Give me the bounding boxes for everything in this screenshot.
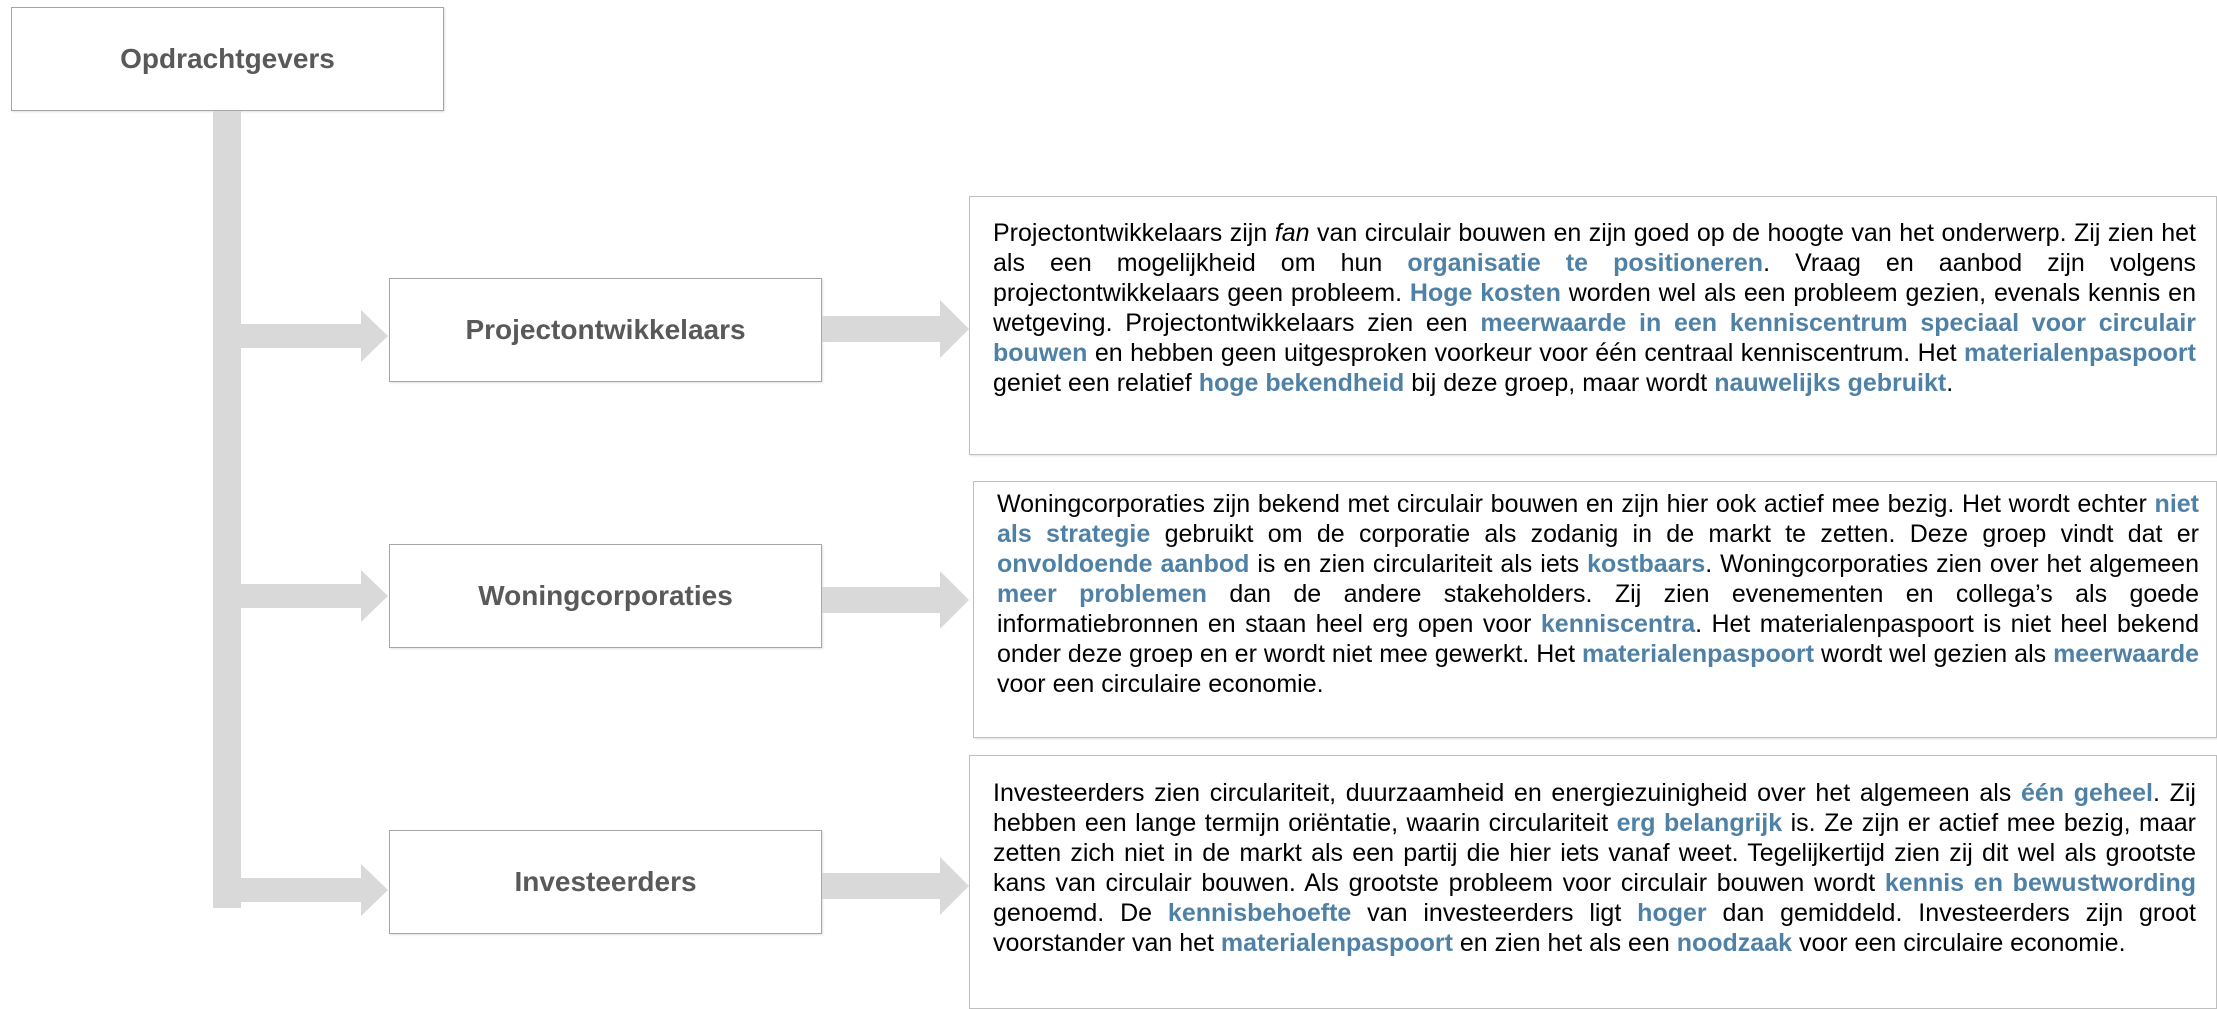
text-run: . Woningcorporaties zien over het algemeen <box>1705 550 2199 578</box>
group-node-projectontwikkelaars <box>389 278 822 382</box>
description-panel-projectontwikkelaars <box>969 196 2217 455</box>
text-run: Projectontwikkelaars zijn <box>993 219 1275 247</box>
description-text <box>993 778 2196 958</box>
text-run: voor een circulaire economie. <box>1792 929 2126 957</box>
text-run: . Het materialenpaspoort is niet heel bekend onder deze groep en er wordt niet mee gewerkt. Het <box>997 610 2200 668</box>
text-run: voor een circulaire economie. <box>997 670 1324 698</box>
highlighted-term: materialenpaspoort <box>1963 339 2196 367</box>
text-run: bij deze groep, maar wordt <box>1404 369 1715 397</box>
branch-arrow-projectontwikkelaars <box>241 310 389 362</box>
description-panel-woningcorporaties <box>973 481 2217 738</box>
text-run: genoemd. De <box>993 899 1168 927</box>
text-run: en zien het als een <box>1452 929 1677 957</box>
highlighted-term: kennisbehoefte <box>1167 899 1352 927</box>
text-run: Investeerders zien circulariteit, duurzaamheid en energiezuinigheid over het algemeen als <box>993 779 2021 807</box>
group-node-label: Woningcorporaties <box>478 580 733 611</box>
text-run: is en zien circulariteit als iets <box>1249 550 1588 578</box>
text-run: Woningcorporaties zijn bekend met circulair bouwen en zijn hier ook actief mee bezig. Het wordt echter <box>997 490 2155 518</box>
text-run: geniet een relatief <box>993 369 1199 397</box>
text-run: wordt wel gezien als <box>1814 640 2054 668</box>
detail-arrow-woningcorporaties <box>822 571 970 629</box>
text-run: worden wel als een probleem gezien, evenals kennis en wetgeving. Projectontwikkelaars zien een <box>993 279 2196 337</box>
highlighted-term: meerwaarde in een kenniscentrum speciaal voor circulair bouwen <box>993 309 2197 367</box>
text-run: dan gemiddeld. Investeerders zijn groot voorstander van het <box>993 899 2197 957</box>
text-run: is. Ze zijn er actief mee bezig, maar zetten zich niet in de markt als een partij die hier iets vanaf weet. Tegelijkertijd zien zij dit wel als grootste kans van circulair bouwen. Als grootste probleem voor circulair bouwen wordt <box>993 809 2196 897</box>
highlighted-term: materialenpaspoort <box>1582 640 1815 668</box>
group-node-label: Projectontwikkelaars <box>465 314 746 345</box>
text-run: dan de andere stakeholders. Zij zien evenementen en collega’s als goede informatiebronnen en staan heel erg open voor <box>997 580 2199 638</box>
emphasized-term: fan <box>1274 219 1310 247</box>
group-node-investeerders <box>389 830 822 934</box>
highlighted-term: meerwaarde <box>2053 640 2200 668</box>
highlighted-term: nauwelijks gebruikt <box>1714 369 1947 397</box>
text-run: . Zij hebben een lange termijn oriëntatie, waarin circulariteit <box>993 779 2196 837</box>
text-run: van circulair bouwen en zijn goed op de hoogte van het onderwerp. Zij zien het als een mogelijkheid om hun <box>993 219 2196 277</box>
group-node-label: Investeerders <box>514 866 697 897</box>
highlighted-term: meer problemen <box>997 580 1207 608</box>
highlighted-term: onvoldoende aanbod <box>997 550 1250 578</box>
group-node-woningcorporaties <box>389 544 822 648</box>
description-text <box>993 218 2196 398</box>
highlighted-term: kostbaars <box>1587 550 1706 578</box>
root-node-opdrachtgevers <box>11 7 444 111</box>
root-node-label: Opdrachtgevers <box>120 43 335 74</box>
description-text <box>997 489 2199 699</box>
highlighted-term: organisatie te positioneren <box>1407 249 1764 277</box>
text-run: . <box>1946 369 1954 397</box>
highlighted-term: niet als strategie <box>997 490 2199 548</box>
detail-arrow-investeerders <box>822 857 970 915</box>
highlighted-term: materialenpaspoort <box>1220 929 1453 957</box>
connector-trunk <box>213 111 241 908</box>
text-run: gebruikt om de corporatie als zodanig in de markt te zetten. Deze groep vindt dat er <box>1150 520 2199 548</box>
highlighted-term: Hoge kosten <box>1409 279 1561 307</box>
highlighted-term: erg belangrijk <box>1616 809 1783 837</box>
highlighted-term: hoger <box>1637 899 1707 927</box>
branch-arrow-investeerders <box>241 864 389 916</box>
highlighted-term: hoge bekendheid <box>1198 369 1405 397</box>
highlighted-term: kenniscentra <box>1540 610 1696 638</box>
text-run: en hebben geen uitgesproken voorkeur voor één centraal kenniscentrum. Het <box>1087 339 1964 367</box>
text-run: . Vraag en aanbod zijn volgens projectontwikkelaars geen probleem. <box>993 249 2197 307</box>
branch-arrow-woningcorporaties <box>241 570 389 622</box>
text-run: van investeerders ligt <box>1351 899 1638 927</box>
highlighted-term: kennis en bewustwording <box>1884 869 2197 897</box>
description-panel-investeerders <box>969 755 2217 1009</box>
highlighted-term: één geheel <box>2021 779 2153 807</box>
highlighted-term: noodzaak <box>1676 929 1793 957</box>
detail-arrow-projectontwikkelaars <box>822 300 970 358</box>
